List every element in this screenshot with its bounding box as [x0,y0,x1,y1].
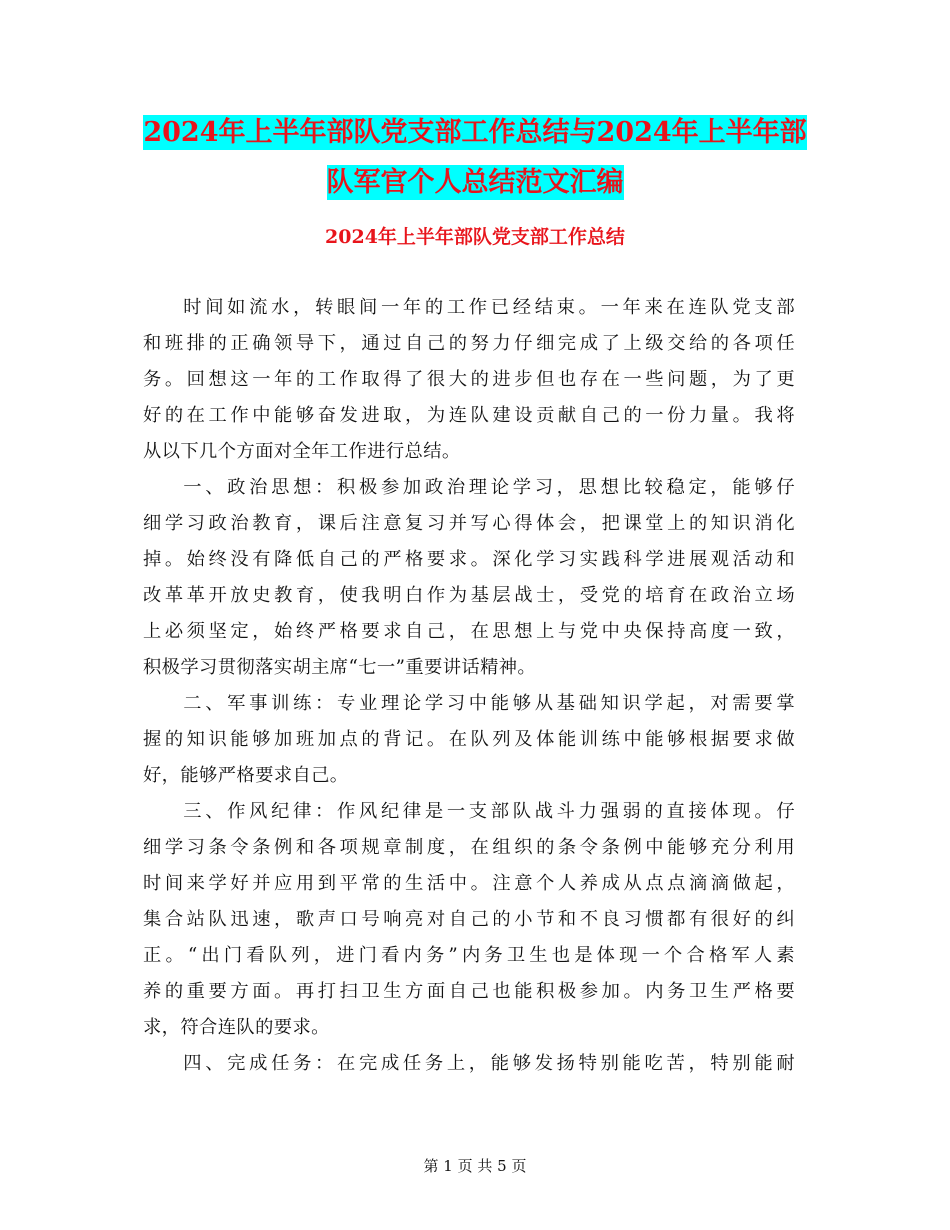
paragraph-line: 握的知识能够加班加点的背记。在队列及体能训练中能够根据要求做 [143,729,795,750]
paragraph-line: 和班排的正确领导下，通过自己的努力仔细完成了上级交给的各项任 [143,333,795,354]
paragraph-4 [143,794,795,1046]
document-title [0,108,950,208]
document-title-line-1: 2024年上半年部队党支部工作总结与2024年上半年部 [143,117,807,148]
paragraph-line: 求，符合连队的要求。 [143,1017,330,1038]
document-body [143,290,795,1082]
paragraph-line: 上必须坚定，始终严格要求自己，在思想上与党中央保持高度一致， [143,621,795,642]
paragraph-line: 正。“出门看队列，进门看内务”内务卫生也是体现一个合格军人素 [143,945,795,966]
paragraph-line: 好的在工作中能够奋发进取，为连队建设贡献自己的一份力量。我将 [143,405,795,426]
paragraph-line: 从以下几个方面对全年工作进行总结。 [143,441,461,462]
paragraph-line: 二、军事训练：专业理论学习中能够从基础知识学起，对需要掌 [183,693,795,714]
paragraph-5 [143,1046,795,1082]
paragraph-3 [143,686,795,794]
paragraph-line: 集合站队迅速，歌声口号响亮对自己的小节和不良习惯都有很好的纠 [143,909,795,930]
paragraph-line: 务。回想这一年的工作取得了很大的进步但也存在一些问题，为了更 [143,369,795,390]
section-title: 2024年上半年部队党支部工作总结 [325,226,625,248]
paragraph-line: 掉。始终没有降低自己的严格要求。深化学习实践科学进展观活动和 [143,549,795,570]
page-footer: 第 1 页 共 5 页 [423,1157,527,1175]
paragraph-line: 积极学习贯彻落实胡主席“七一”重要讲话精神。 [143,657,537,678]
paragraph-line: 好，能够严格要求自己。 [143,765,349,786]
paragraph-line: 三、作风纪律：作风纪律是一支部队战斗力强弱的直接体现。仔 [183,801,795,822]
paragraph-line: 时间来学好并应用到平常的生活中。注意个人养成从点点滴滴做起， [143,873,795,894]
paragraph-line: 时间如流水，转眼间一年的工作已经结束。一年来在连队党支部 [183,297,795,318]
paragraph-line: 细学习政治教育，课后注意复习并写心得体会，把课堂上的知识消化 [143,513,795,534]
paragraph-2 [143,470,795,686]
paragraph-1 [143,290,795,470]
paragraph-line: 改革革开放史教育，使我明白作为基层战士，受党的培育在政治立场 [143,585,795,606]
paragraph-line: 细学习条令条例和各项规章制度，在组织的条令条例中能够充分利用 [143,837,795,858]
paragraph-line: 养的重要方面。再打扫卫生方面自己也能积极参加。内务卫生严格要 [143,981,795,1002]
paragraph-line: 一、政治思想：积极参加政治理论学习，思想比较稳定，能够仔 [183,477,795,498]
paragraph-line: 四、完成任务：在完成任务上，能够发扬特别能吃苦，特别能耐 [183,1053,795,1074]
document-title-line-2: 队军官个人总结范文汇编 [326,167,624,198]
